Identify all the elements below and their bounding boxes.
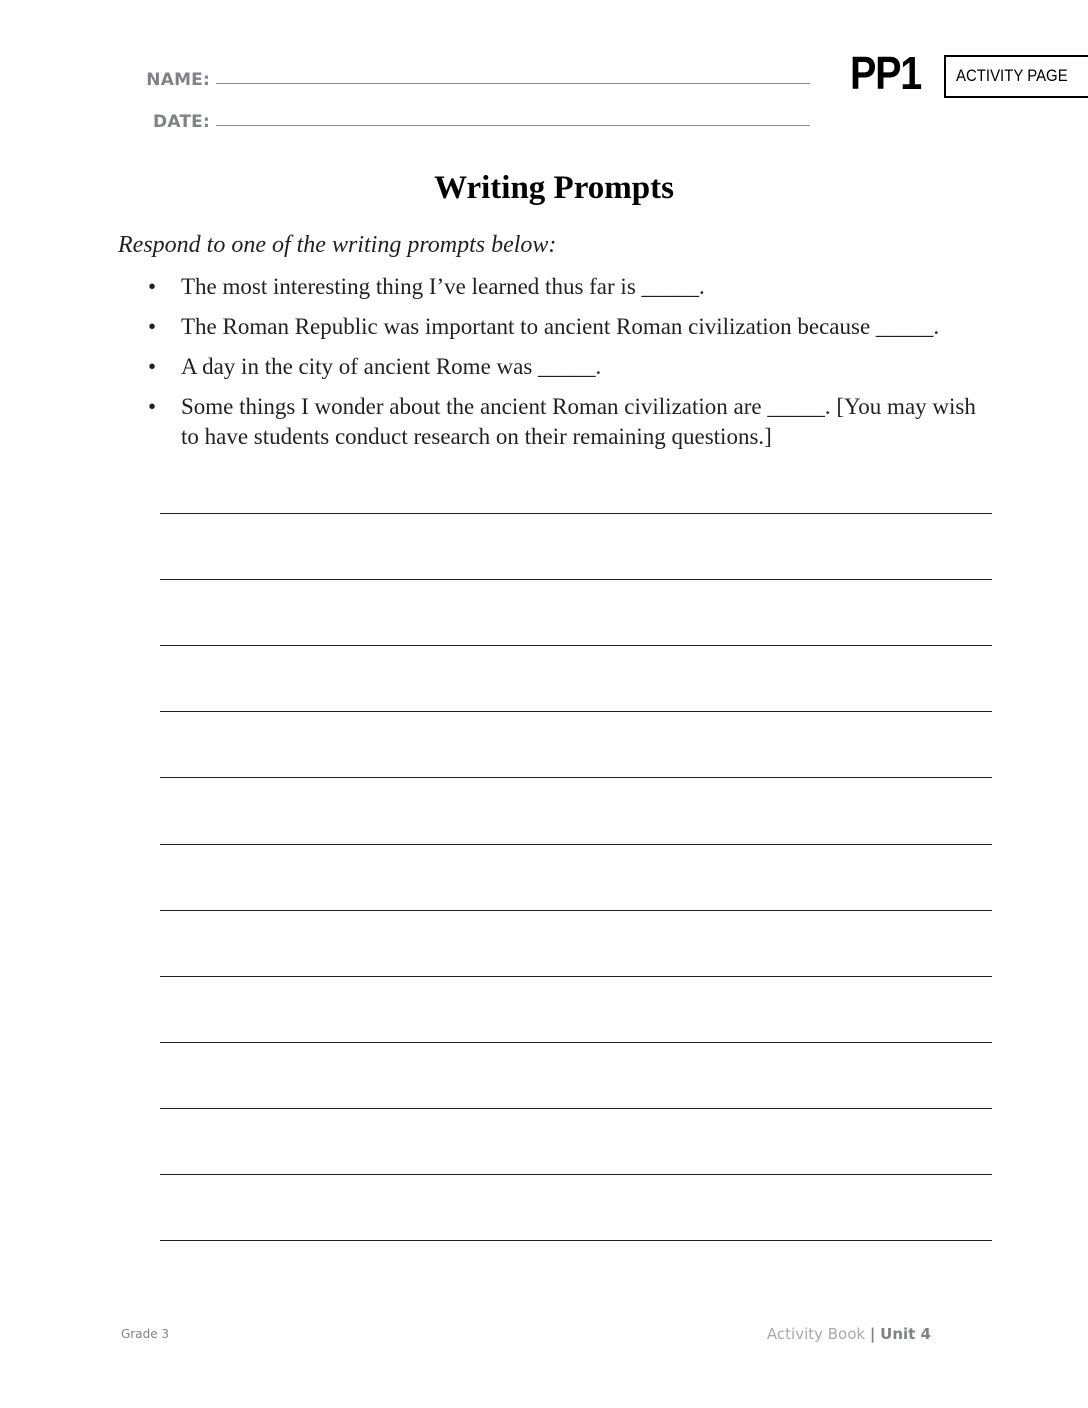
writing-line[interactable]: [160, 777, 992, 778]
bullet-icon: •: [148, 314, 157, 339]
name-label: NAME:: [146, 70, 210, 90]
writing-line[interactable]: [160, 711, 992, 712]
bullet-icon: •: [148, 354, 157, 379]
writing-area[interactable]: [160, 0, 992, 1408]
date-label: DATE:: [153, 112, 210, 132]
bullet-icon: •: [148, 274, 157, 299]
page-code: PP1: [850, 47, 921, 99]
bullet-icon: •: [148, 394, 157, 419]
writing-line[interactable]: [160, 1042, 992, 1043]
writing-line[interactable]: [160, 1240, 992, 1241]
footer-unit: Unit 4: [880, 1325, 931, 1343]
writing-line[interactable]: [160, 976, 992, 977]
footer-book-title: Activity Book: [766, 1325, 866, 1343]
writing-line[interactable]: [160, 910, 992, 911]
activity-page-label: ACTIVITY PAGE: [956, 66, 1068, 85]
prompt-text: Some things I wonder about the ancient Roman civilization are _____. [You may wish to have students conduct research on their remaining questions.]: [181, 394, 976, 449]
writing-line[interactable]: [160, 1108, 992, 1109]
prompt-text: A day in the city of ancient Rome was _____.: [181, 354, 602, 379]
prompt-text: The most interesting thing I’ve learned thus far is _____.: [181, 274, 705, 299]
prompt-text: The Roman Republic was important to ancient Roman civilization because _____.: [181, 314, 940, 339]
page-title: Writing Prompts: [434, 170, 674, 206]
writing-line[interactable]: [160, 1174, 992, 1175]
writing-line[interactable]: [160, 579, 992, 580]
footer-grade: Grade 3: [121, 1327, 170, 1341]
writing-line[interactable]: [160, 513, 992, 514]
writing-line[interactable]: [160, 645, 992, 646]
instructions: Respond to one of the writing prompts below:: [118, 232, 557, 258]
footer-separator: |: [869, 1325, 876, 1343]
writing-line[interactable]: [160, 844, 992, 845]
footer-book-info: [767, 1325, 931, 1343]
